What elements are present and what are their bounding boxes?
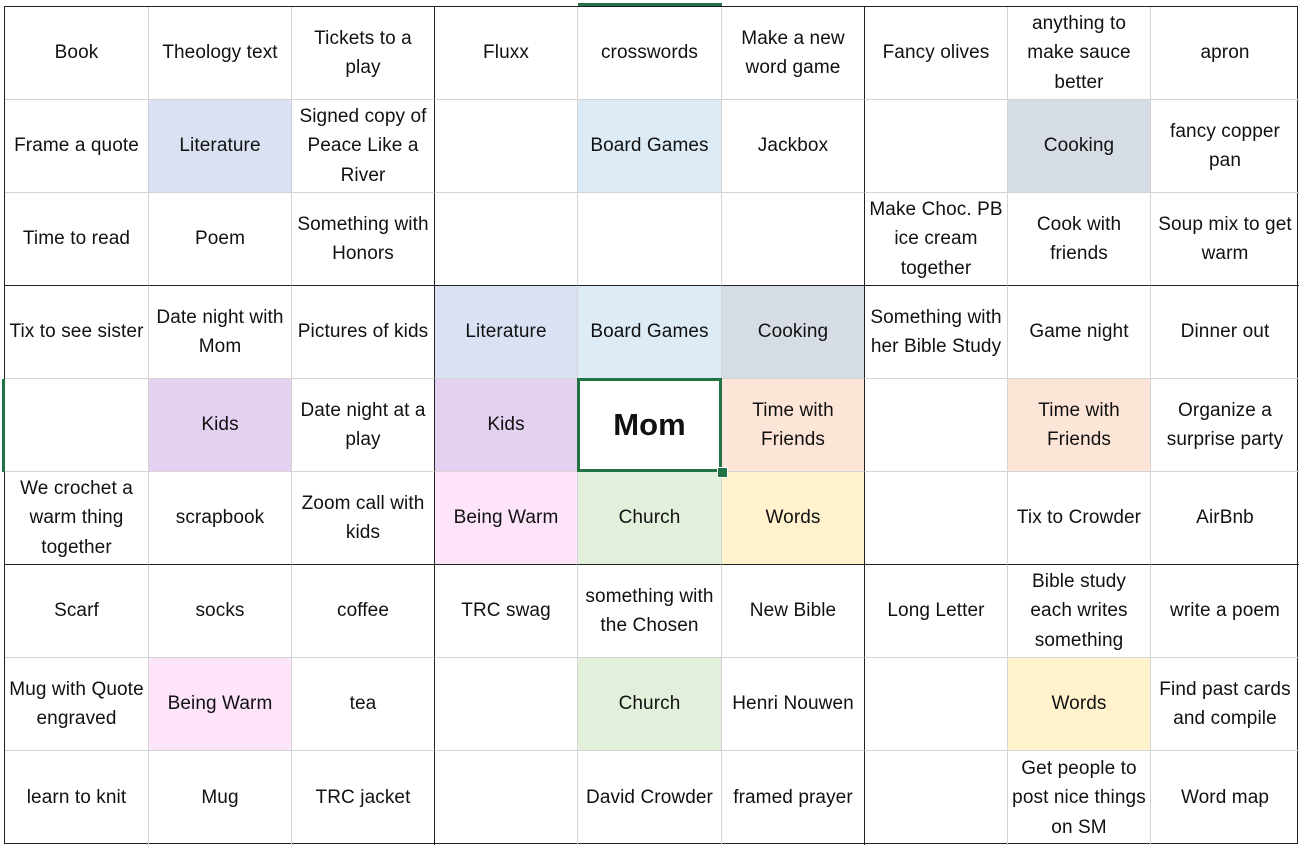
cell-r9-c3[interactable]: TRC jacket <box>292 751 435 845</box>
cell-r6-c8[interactable]: Tix to Crowder <box>1008 472 1151 565</box>
cell-r4-c1[interactable]: Tix to see sister <box>5 286 149 379</box>
cell-r4-c8[interactable]: Game night <box>1008 286 1151 379</box>
cell-r2-c4[interactable] <box>435 100 578 193</box>
cell-r8-c1[interactable]: Mug with Quote engraved <box>5 658 149 751</box>
cell-r1-c6[interactable]: Make a new word game <box>722 7 865 100</box>
cell-r6-c4[interactable]: Being Warm <box>435 472 578 565</box>
cell-r1-c7[interactable]: Fancy olives <box>865 7 1008 100</box>
cell-r6-c3[interactable]: Zoom call with kids <box>292 472 435 565</box>
cell-r2-c5[interactable]: Board Games <box>578 100 722 193</box>
cell-r9-c7[interactable] <box>865 751 1008 845</box>
cell-r6-c5[interactable]: Church <box>578 472 722 565</box>
cell-r5-c7[interactable] <box>865 379 1008 472</box>
cell-r4-c3[interactable]: Pictures of kids <box>292 286 435 379</box>
cell-r9-c4[interactable] <box>435 751 578 845</box>
cell-r4-c2[interactable]: Date night with Mom <box>149 286 292 379</box>
cell-r3-c2[interactable]: Poem <box>149 193 292 286</box>
fill-handle[interactable] <box>717 467 728 478</box>
cell-r9-c5[interactable]: David Crowder <box>578 751 722 845</box>
mind-map-grid <box>4 6 1298 844</box>
selected-column-indicator <box>578 3 722 6</box>
cell-r1-c3[interactable]: Tickets to a play <box>292 7 435 100</box>
cell-r6-c6[interactable]: Words <box>722 472 865 565</box>
cell-r1-c4[interactable]: Fluxx <box>435 7 578 100</box>
cell-r1-c1[interactable]: Book <box>5 7 149 100</box>
cell-r1-c8[interactable]: anything to make sauce better <box>1008 7 1151 100</box>
cell-r2-c2[interactable]: Literature <box>149 100 292 193</box>
cell-r9-c6[interactable]: framed prayer <box>722 751 865 845</box>
cell-r3-c7[interactable]: Make Choc. PB ice cream together <box>865 193 1008 286</box>
cell-r3-c6[interactable] <box>722 193 865 286</box>
cell-r1-c2[interactable]: Theology text <box>149 7 292 100</box>
cell-r5-c1[interactable] <box>5 379 149 472</box>
selected-row-indicator <box>2 379 5 472</box>
cell-r2-c9[interactable]: fancy copper pan <box>1151 100 1299 193</box>
cell-r8-c2[interactable]: Being Warm <box>149 658 292 751</box>
cell-r5-c3[interactable]: Date night at a play <box>292 379 435 472</box>
cell-r3-c1[interactable]: Time to read <box>5 193 149 286</box>
cell-r6-c7[interactable] <box>865 472 1008 565</box>
cell-r5-c6[interactable]: Time with Friends <box>722 379 865 472</box>
cell-r3-c4[interactable] <box>435 193 578 286</box>
cell-r7-c6[interactable]: New Bible <box>722 565 865 658</box>
cell-r7-c7[interactable]: Long Letter <box>865 565 1008 658</box>
cell-r2-c7[interactable] <box>865 100 1008 193</box>
cell-r7-c3[interactable]: coffee <box>292 565 435 658</box>
cell-r8-c6[interactable]: Henri Nouwen <box>722 658 865 751</box>
cell-r8-c3[interactable]: tea <box>292 658 435 751</box>
cell-r4-c5[interactable]: Board Games <box>578 286 722 379</box>
cell-r2-c6[interactable]: Jackbox <box>722 100 865 193</box>
cell-r3-c5[interactable] <box>578 193 722 286</box>
cell-r5-c4[interactable]: Kids <box>435 379 578 472</box>
cell-r9-c9[interactable]: Word map <box>1180 787 1270 809</box>
cell-r5-c5[interactable]: Mom <box>578 379 722 472</box>
cell-r3-c3[interactable]: Something with Honors <box>292 193 435 286</box>
cell-r6-c1[interactable]: We crochet a warm thing together <box>5 472 149 565</box>
cell-r2-c3[interactable]: Signed copy of Peace Like a River <box>292 100 435 193</box>
cell-r5-c9[interactable]: Organize a surprise party <box>1151 379 1299 472</box>
cell-r2-c8[interactable]: Cooking <box>1008 100 1151 193</box>
cell-r7-c2[interactable]: socks <box>149 565 292 658</box>
cell-r8-c4[interactable] <box>435 658 578 751</box>
cell-r8-c7[interactable] <box>865 658 1008 751</box>
cell-r4-c4[interactable]: Literature <box>435 286 578 379</box>
cell-r5-c2[interactable]: Kids <box>149 379 292 472</box>
cell-r1-c5[interactable]: crosswords <box>578 7 722 100</box>
cell-r1-c9[interactable]: apron <box>1151 7 1299 100</box>
cell-r7-c8[interactable]: Bible study each writes something <box>1008 565 1151 658</box>
cell-r6-c2[interactable]: scrapbook <box>149 472 292 565</box>
cell-r4-c9[interactable]: Dinner out <box>1151 286 1299 379</box>
cell-r6-c9[interactable]: AirBnb <box>1151 472 1299 565</box>
cell-r8-c8[interactable]: Words <box>1008 658 1151 751</box>
cell-r4-c6[interactable]: Cooking <box>722 286 865 379</box>
cell-r7-c1[interactable]: Scarf <box>5 565 149 658</box>
cell-r7-c4[interactable]: TRC swag <box>435 565 578 658</box>
cell-r7-c5[interactable]: something with the Chosen <box>578 565 722 658</box>
cell-r5-c8[interactable]: Time with Friends <box>1008 379 1151 472</box>
cell-r2-c1[interactable]: Frame a quote <box>5 100 149 193</box>
cell-r7-c9[interactable]: write a poem <box>1151 565 1299 658</box>
cell-r8-c5[interactable]: Church <box>578 658 722 751</box>
cell-r9-c8[interactable]: Get people to post nice things on SM <box>1008 751 1151 845</box>
cell-r8-c9[interactable]: Find past cards and compile <box>1151 658 1299 751</box>
cell-r4-c7[interactable]: Something with her Bible Study <box>865 286 1008 379</box>
cell-r9-c2[interactable]: Mug <box>149 751 292 845</box>
cell-r3-c8[interactable]: Cook with friends <box>1008 193 1151 286</box>
cell-r9-c1[interactable]: learn to knit <box>5 751 149 845</box>
cell-r3-c9[interactable]: Soup mix to get warm <box>1151 193 1299 286</box>
